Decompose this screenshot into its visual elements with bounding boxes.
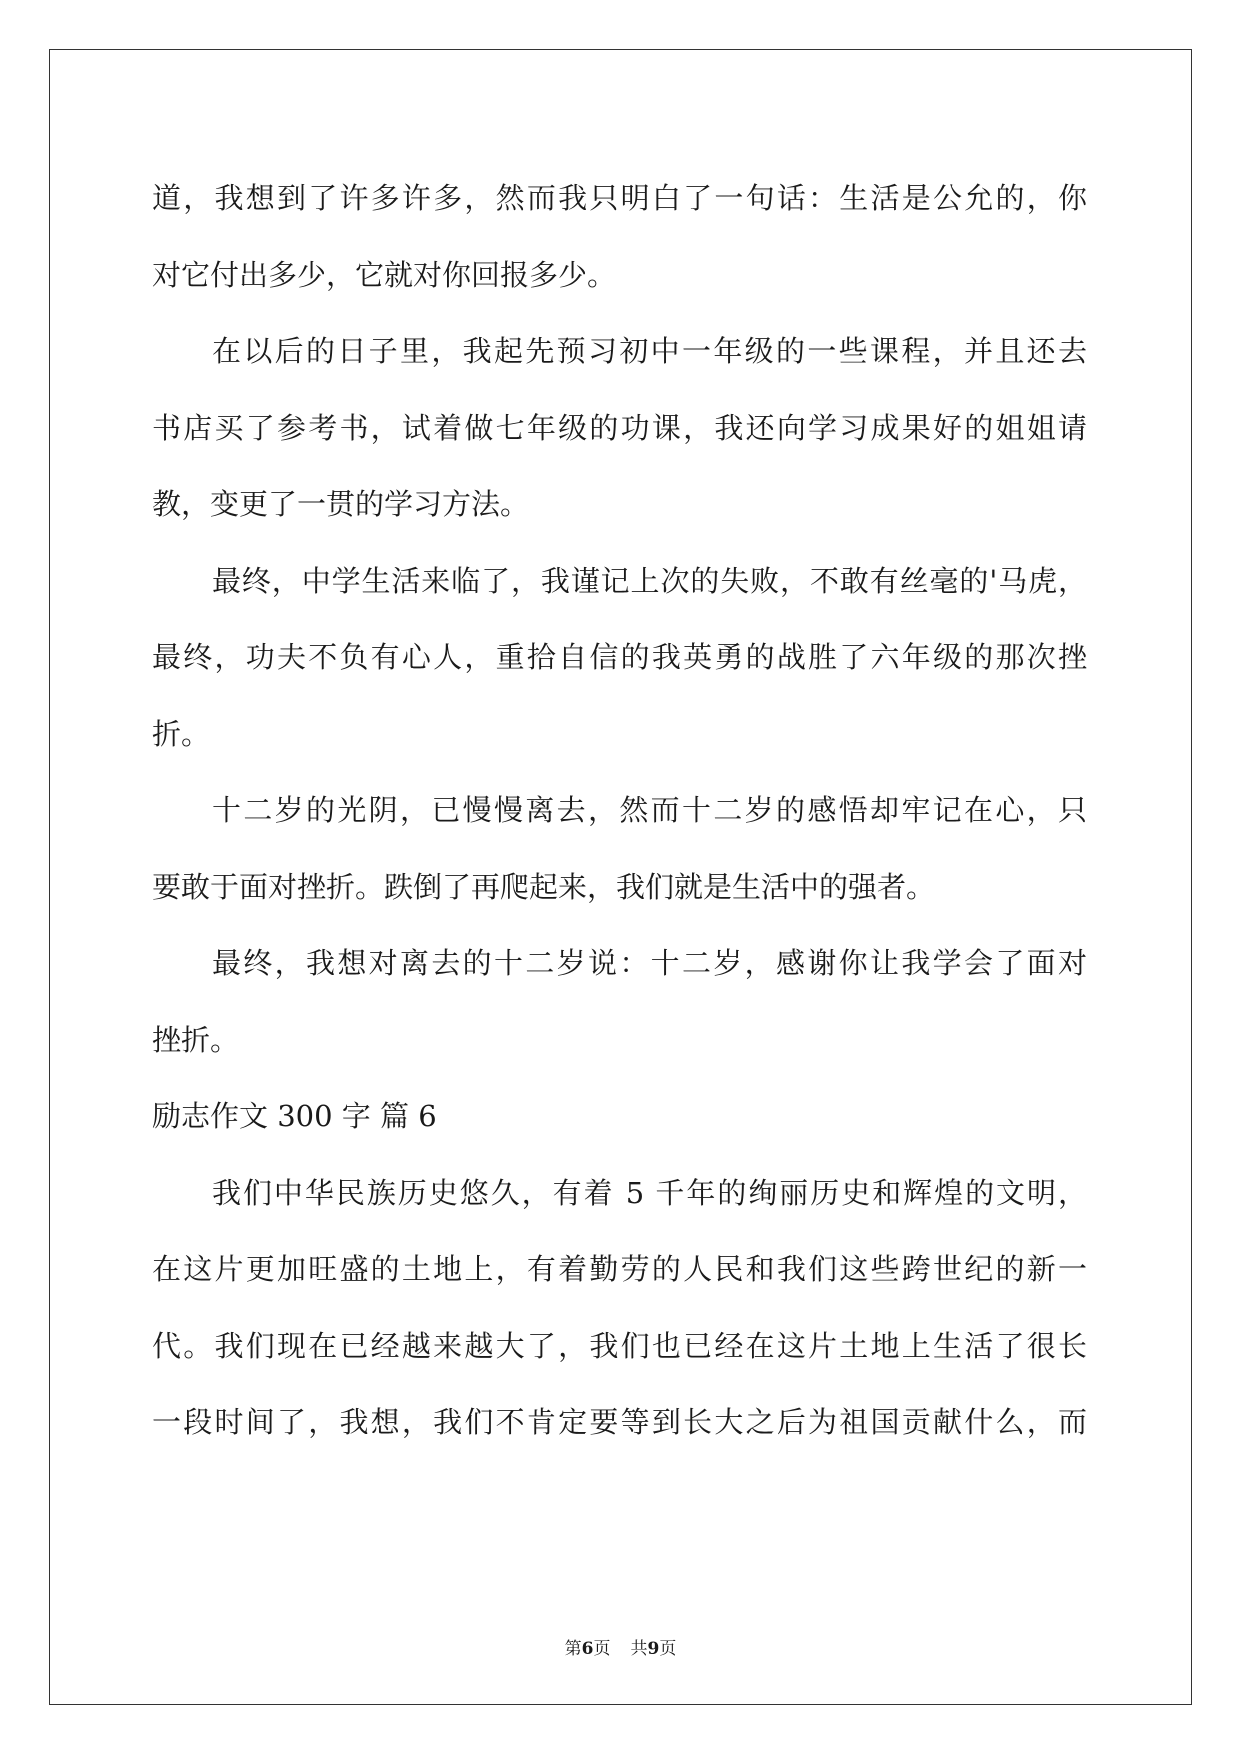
text-line: 最终，中学生活来临了，我谨记上次的失败，不敢有丝毫的'马虎，	[212, 563, 1087, 598]
page-footer	[0, 1634, 1241, 1659]
text-line: 一段时间了，我想，我们不肯定要等到长大之后为祖国贡献什么，而	[152, 1405, 1087, 1439]
page-number-prefix: 第	[564, 1639, 582, 1659]
text-line: 挫折。	[152, 1022, 240, 1057]
section-heading: 励志作文 300 字 篇 6	[152, 1099, 437, 1133]
text-line: 代。我们现在已经越来越大了，我们也已经在这片土地上生活了很长	[152, 1328, 1087, 1363]
page-number-current: 6	[581, 1639, 594, 1659]
page-number-total: 9	[647, 1639, 660, 1659]
text-line: 对它付出多少，它就对你回报多少。	[152, 257, 617, 292]
essay-text-block-2	[152, 1155, 1087, 1461]
text-line: 教，变更了一贯的学习方法。	[152, 487, 530, 521]
text-line: 折。	[152, 716, 211, 751]
text-line: 最终，功夫不负有心人，重拾自信的我英勇的战胜了六年级的那次挫	[152, 640, 1087, 674]
document-body	[152, 160, 1087, 1461]
text-line: 在这片更加旺盛的土地上，有着勤劳的人民和我们这些跨世纪的新一	[152, 1252, 1087, 1286]
text-line: 十二岁的光阴，已慢慢离去，然而十二岁的感悟却牢记在心，只	[212, 793, 1087, 827]
text-line: 书店买了参考书，试着做七年级的功课，我还向学习成果好的姐姐请	[152, 410, 1087, 445]
text-line: 在以后的日子里，我起先预习初中一年级的一些课程，并且还去	[212, 334, 1087, 368]
page-number-suffix: 页	[593, 1639, 611, 1659]
page-total-prefix: 共	[630, 1639, 648, 1659]
text-line: 要敢于面对挫折。跌倒了再爬起来，我们就是生活中的强者。	[152, 869, 936, 904]
essay-text-block-1	[152, 160, 1087, 1078]
text-line: 最终，我想对离去的十二岁说：十二岁，感谢你让我学会了面对	[212, 946, 1087, 980]
page-total-suffix: 页	[659, 1639, 677, 1659]
text-line: 道，我想到了许多许多，然而我只明白了一句话：生活是公允的，你	[152, 181, 1087, 215]
text-line: 我们中华民族历史悠久，有着 5 千年的绚丽历史和辉煌的文明，	[212, 1175, 1087, 1210]
